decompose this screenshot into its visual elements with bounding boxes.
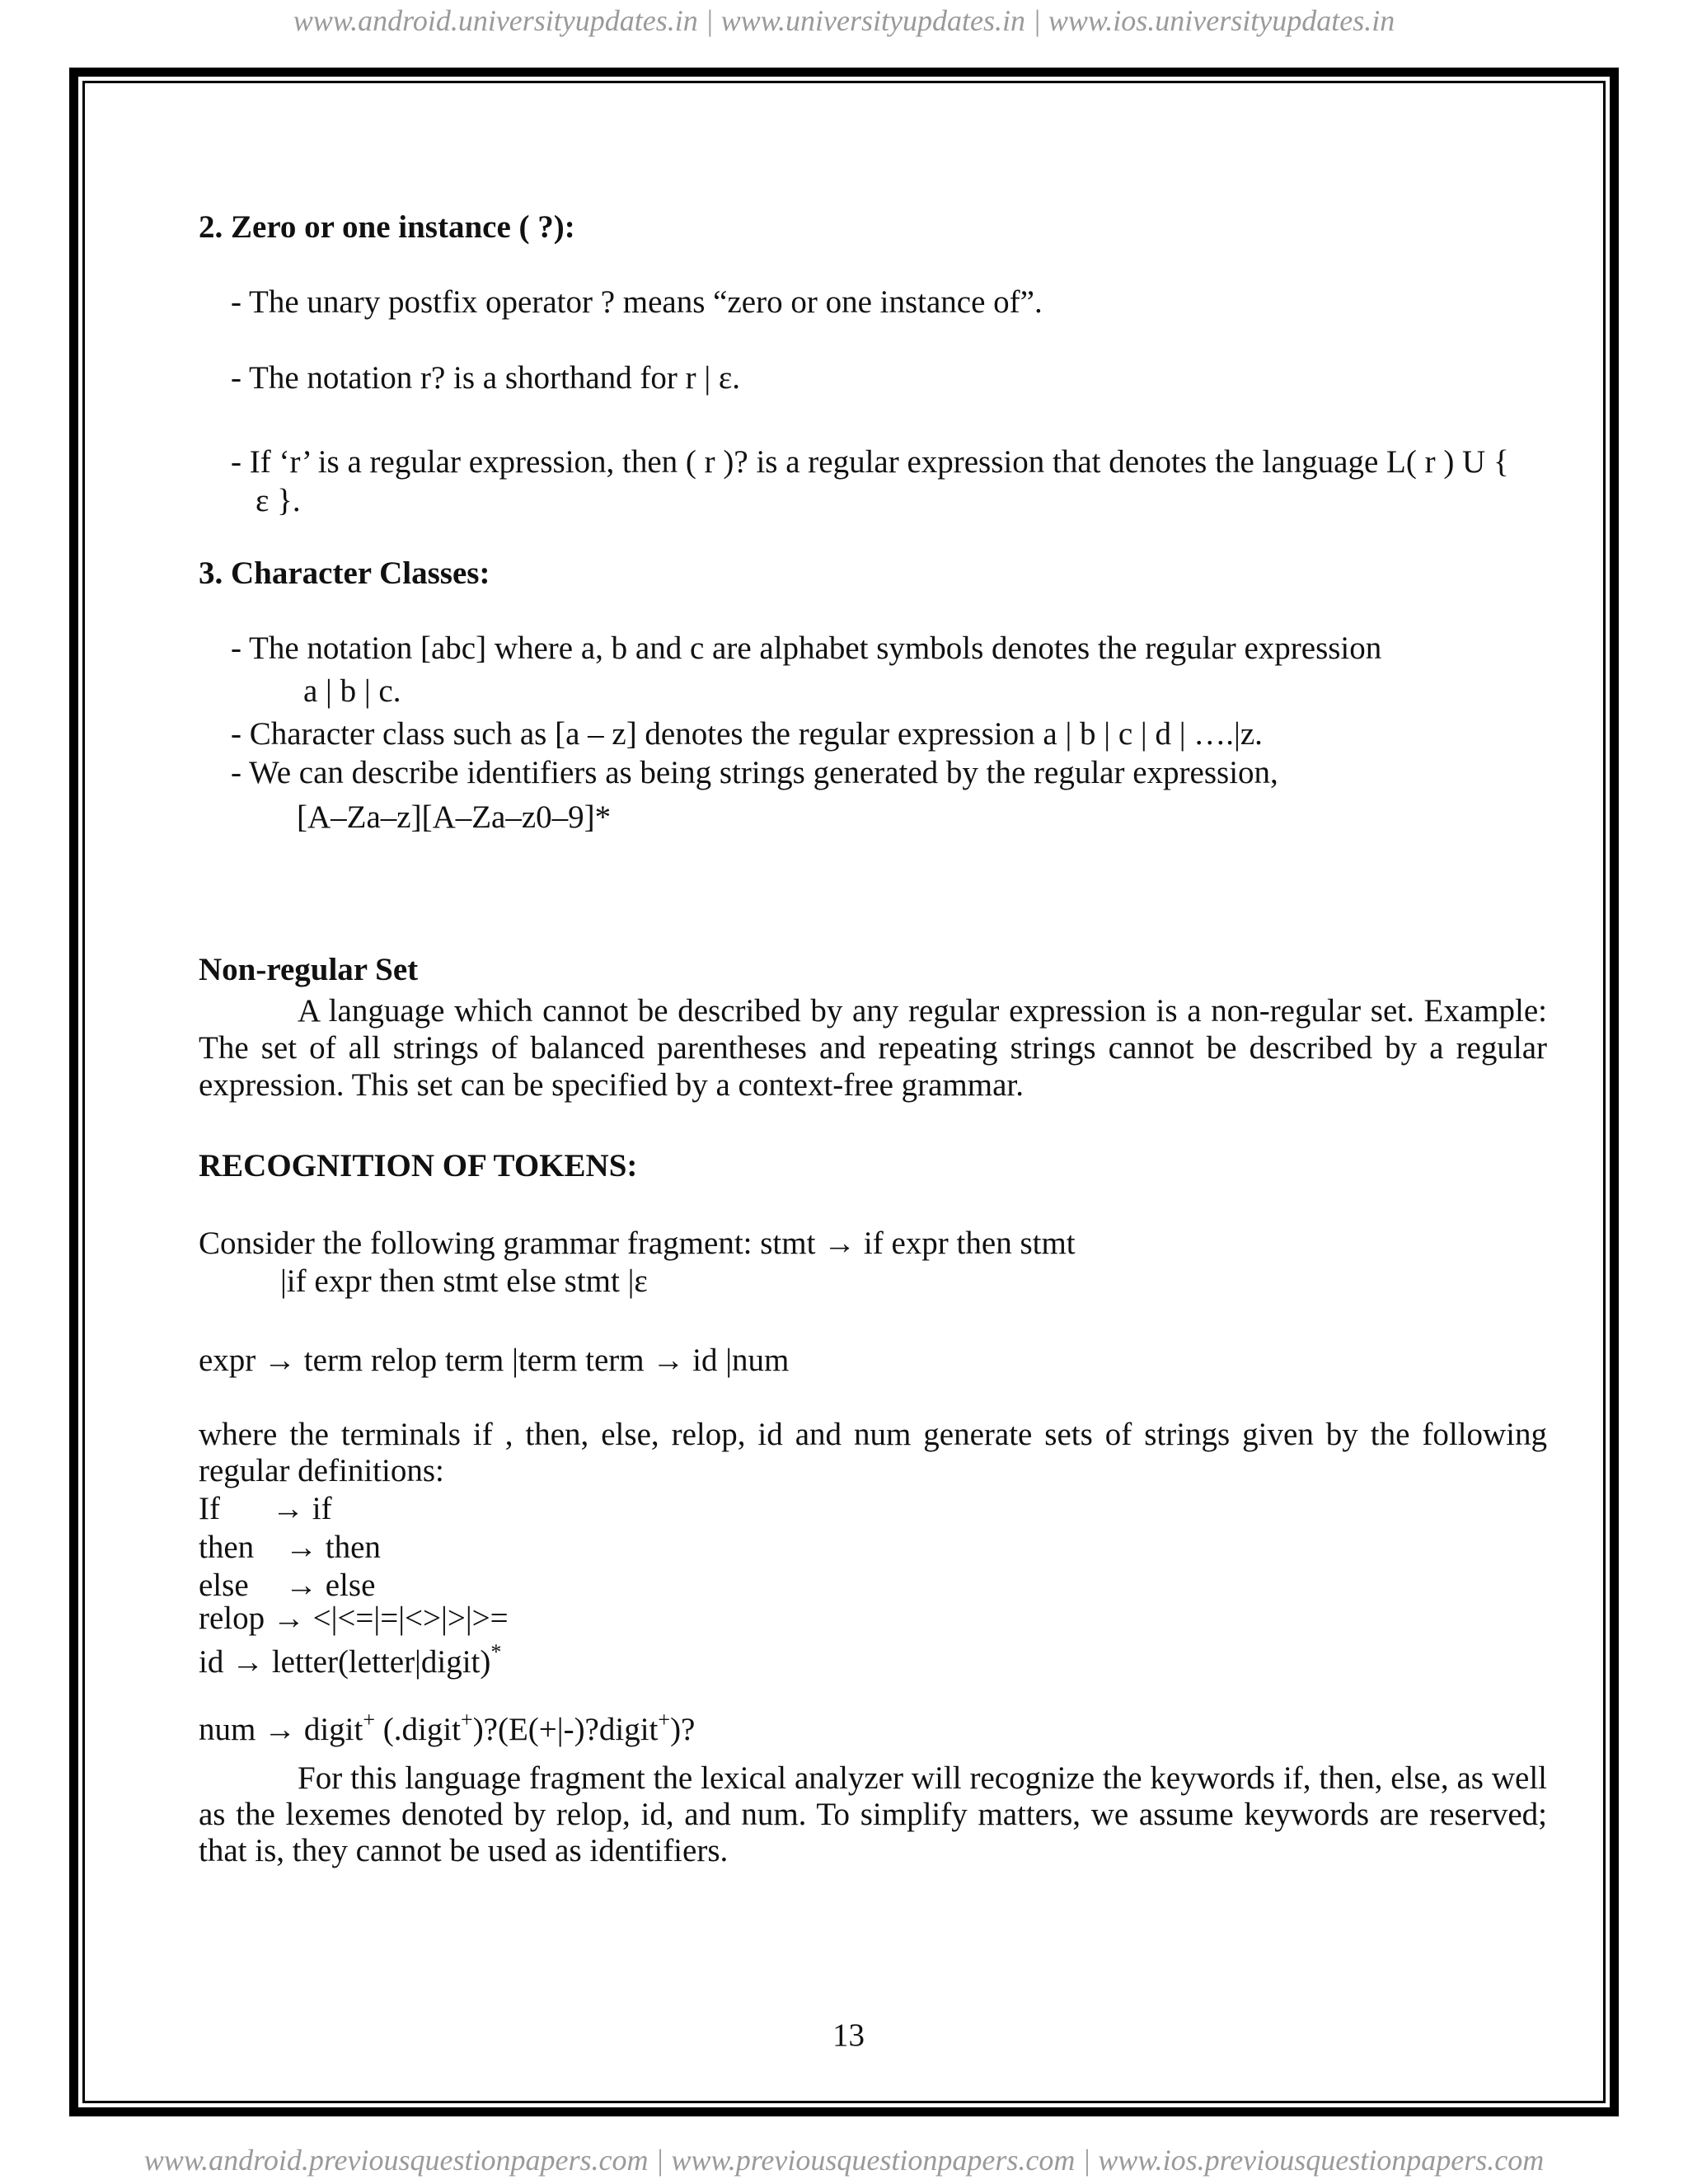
section3-line1b: a | b | c. bbox=[303, 673, 401, 709]
def-id-text: id → letter(letter|digit) bbox=[199, 1644, 491, 1680]
def-num-sup1: + bbox=[363, 1708, 376, 1732]
section3-heading: 3. Character Classes: bbox=[199, 555, 490, 591]
def-num-c: )?(E(+|-)?digit bbox=[472, 1712, 659, 1747]
def-rhs-if: → if bbox=[272, 1491, 332, 1526]
def-rhs-else: → else bbox=[285, 1568, 376, 1603]
section2-line2: - The notation r? is a shorthand for r | ε. bbox=[231, 360, 741, 396]
grammar-line1: Consider the following grammar fragment: stmt → if expr then stmt bbox=[199, 1226, 1076, 1261]
nonregular-heading: Non-regular Set bbox=[199, 952, 419, 987]
section3-line1: - The notation [abc] where a, b and c are alphabet symbols denotes the regular expression bbox=[231, 630, 1382, 666]
watermark-top: www.android.universityupdates.in | www.universityupdates.in | www.ios.universityupdates.in bbox=[293, 4, 1395, 37]
section2-line1: - The unary postfix operator ? means “zero or one instance of”. bbox=[231, 284, 1043, 320]
def-name-if: If bbox=[199, 1491, 220, 1526]
section2-heading: 2. Zero or one instance ( ?): bbox=[199, 209, 575, 245]
section3-line3: - We can describe identifiers as being strings generated by the regular expression, bbox=[231, 755, 1278, 790]
where-paragraph: where the terminals if , then, else, relop, id and num generate sets of strings given by the following regular definitions: bbox=[199, 1417, 1547, 1488]
section3-line2: - Character class such as [a – z] denotes the regular expression a | b | c | d | ….|z. bbox=[231, 716, 1263, 752]
def-name-else: else bbox=[199, 1568, 249, 1603]
section2-line3b: ε }. bbox=[256, 483, 301, 518]
def-id bbox=[199, 1640, 502, 1680]
def-id-star: * bbox=[490, 1640, 502, 1664]
page-number: 13 bbox=[832, 2018, 865, 2053]
def-relop: relop → <|<=|=|<>|>|>= bbox=[199, 1601, 509, 1636]
section2-line3a: - If ‘r’ is a regular expression, then ( r )? is a regular expression that denotes the language L( r ) U { bbox=[231, 444, 1509, 480]
def-num-b: (.digit bbox=[375, 1712, 462, 1747]
def-num-a: num → digit bbox=[199, 1712, 363, 1747]
final-paragraph: For this language fragment the lexical analyzer will recognize the keywords if, then, else, as well as the lexemes denoted by relop, id, and num. To simplify matters, we assume keywords are reserved; that is, they cannot be used as identifiers. bbox=[199, 1760, 1547, 1868]
grammar-line2: |if expr then stmt else stmt |ε bbox=[280, 1263, 648, 1299]
def-rhs-then: → then bbox=[285, 1530, 381, 1565]
def-num-sup2: + bbox=[461, 1708, 473, 1732]
def-num bbox=[199, 1708, 696, 1747]
watermark-bottom: www.android.previousquestionpapers.com | www.previousquestionpapers.com | www.ios.previousquestionpapers.com bbox=[143, 2144, 1545, 2177]
grammar-line3: expr → term relop term |term term → id |num bbox=[199, 1343, 790, 1378]
def-name-then: then bbox=[199, 1530, 255, 1565]
def-num-d: )? bbox=[670, 1712, 696, 1747]
section3-line3b: [A–Za–z][A–Za–z0–9]* bbox=[297, 799, 612, 835]
nonregular-paragraph: A language which cannot be described by any regular expression is a non-regular set. Example: The set of all strings of balanced parentheses and repeating strings cannot be described by a regular expression. This set can be specified by a context-free grammar. bbox=[199, 993, 1547, 1103]
recognition-heading: RECOGNITION OF TOKENS: bbox=[199, 1148, 638, 1183]
def-num-sup3: + bbox=[658, 1708, 671, 1732]
